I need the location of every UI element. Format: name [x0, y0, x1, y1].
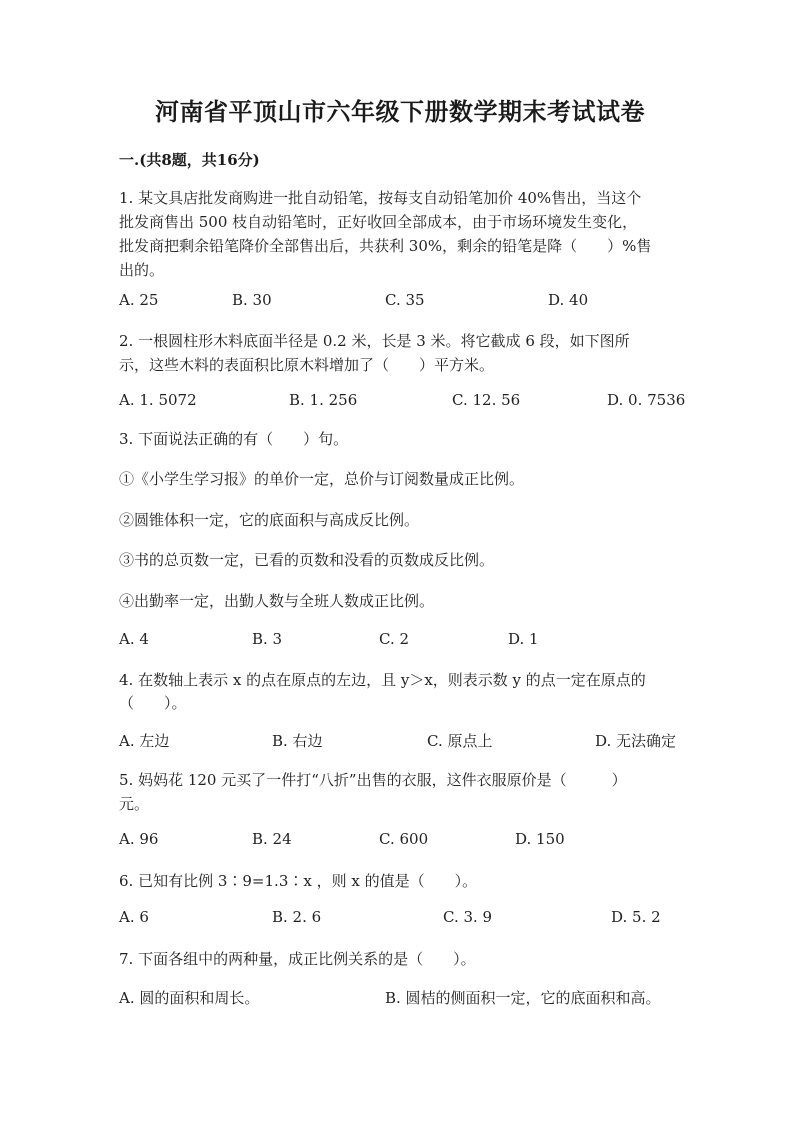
question-5-line-2: 元。: [119, 795, 150, 813]
question-4-option-c: C. 原点上: [427, 732, 493, 750]
question-3-option-a: A. 4: [119, 630, 149, 648]
question-1-line-1: 1. 某文具店批发商购进一批自动铅笔，按每支自动铅笔加价 40%售出，当这个: [119, 189, 642, 207]
question-2-line-1: 2. 一根圆柱形木料底面半径是 0.2 米，长是 3 米。将它截成 6 段，如下图所: [119, 332, 630, 350]
question-2-option-a: A. 1. 5072: [119, 391, 197, 409]
question-7-option-a: A. 圆的面积和周长。: [119, 989, 260, 1007]
section-heading: 一.(共8题，共16分): [119, 151, 260, 169]
question-1-line-2: 批发商售出 500 枝自动铅笔时，正好收回全部成本，由于市场环境发生变化，: [119, 213, 638, 231]
question-6-option-a: A. 6: [119, 908, 149, 926]
question-3-statement-4: ④出勤率一定，出勤人数与全班人数成正比例。: [119, 592, 435, 610]
question-2-option-c: C. 12. 56: [452, 391, 521, 409]
question-3-statement-1: ①《小学生学习报》的单价一定，总价与订阅数量成正比例。: [119, 470, 525, 488]
question-3-line-1: 3. 下面说法正确的有（ ）句。: [119, 430, 349, 448]
question-4-option-d: D. 无法确定: [595, 732, 677, 750]
question-2-option-b: B. 1. 256: [289, 391, 358, 409]
question-5-option-b: B. 24: [252, 830, 292, 848]
question-6-option-b: B. 2. 6: [272, 908, 322, 926]
question-1-line-3: 批发商把剩余铅笔降价全部售出后，共获利 30%，剩余的铅笔是降（ ）%售: [119, 237, 652, 255]
question-4-line-2: （ ）。: [119, 694, 187, 712]
question-4-line-1: 4. 在数轴上表示 x 的点在原点的左边，且 y＞x，则表示数 y 的点一定在原点的: [119, 671, 646, 689]
question-4-option-a: A. 左边: [119, 732, 170, 750]
question-6-option-d: D. 5. 2: [611, 908, 661, 926]
question-1-option-d: D. 40: [548, 291, 589, 309]
question-2-line-2: 示，这些木料的表面积比原木料增加了（ ）平方米。: [119, 356, 495, 374]
question-5-option-c: C. 600: [379, 830, 429, 848]
question-3-option-c: C. 2: [379, 630, 410, 648]
question-4-option-b: B. 右边: [272, 732, 323, 750]
question-1-option-c: C. 35: [385, 291, 425, 309]
question-7-line-1: 7. 下面各组中的两种量，成正比例关系的是（ ）。: [119, 950, 476, 968]
question-5-option-a: A. 96: [119, 830, 159, 848]
question-6-line-1: 6. 已知有比例 3∶9=1.3∶x ，则 x 的值是（ ）。: [119, 872, 478, 890]
question-1-option-a: A. 25: [119, 291, 159, 309]
question-5-option-d: D. 150: [515, 830, 565, 848]
question-6-option-c: C. 3. 9: [443, 908, 493, 926]
question-3-option-d: D. 1: [508, 630, 539, 648]
question-3-statement-3: ③书的总页数一定，已看的页数和没看的页数成反比例。: [119, 551, 495, 569]
question-7-option-b: B. 圆桔的侧面积一定，它的底面积和高。: [385, 989, 661, 1007]
exam-title: 河南省平顶山市六年级下册数学期末考试试卷: [155, 97, 645, 126]
question-1-line-4: 出的。: [119, 261, 165, 279]
question-1-option-b: B. 30: [232, 291, 272, 309]
question-2-option-d: D. 0. 7536: [607, 391, 686, 409]
question-3-statement-2: ②圆锥体积一定，它的底面积与高成反比例。: [119, 511, 420, 529]
question-3-option-b: B. 3: [252, 630, 283, 648]
question-5-line-1: 5. 妈妈花 120 元买了一件打“八折”出售的衣服，这件衣服原价是（ ）: [119, 771, 627, 789]
